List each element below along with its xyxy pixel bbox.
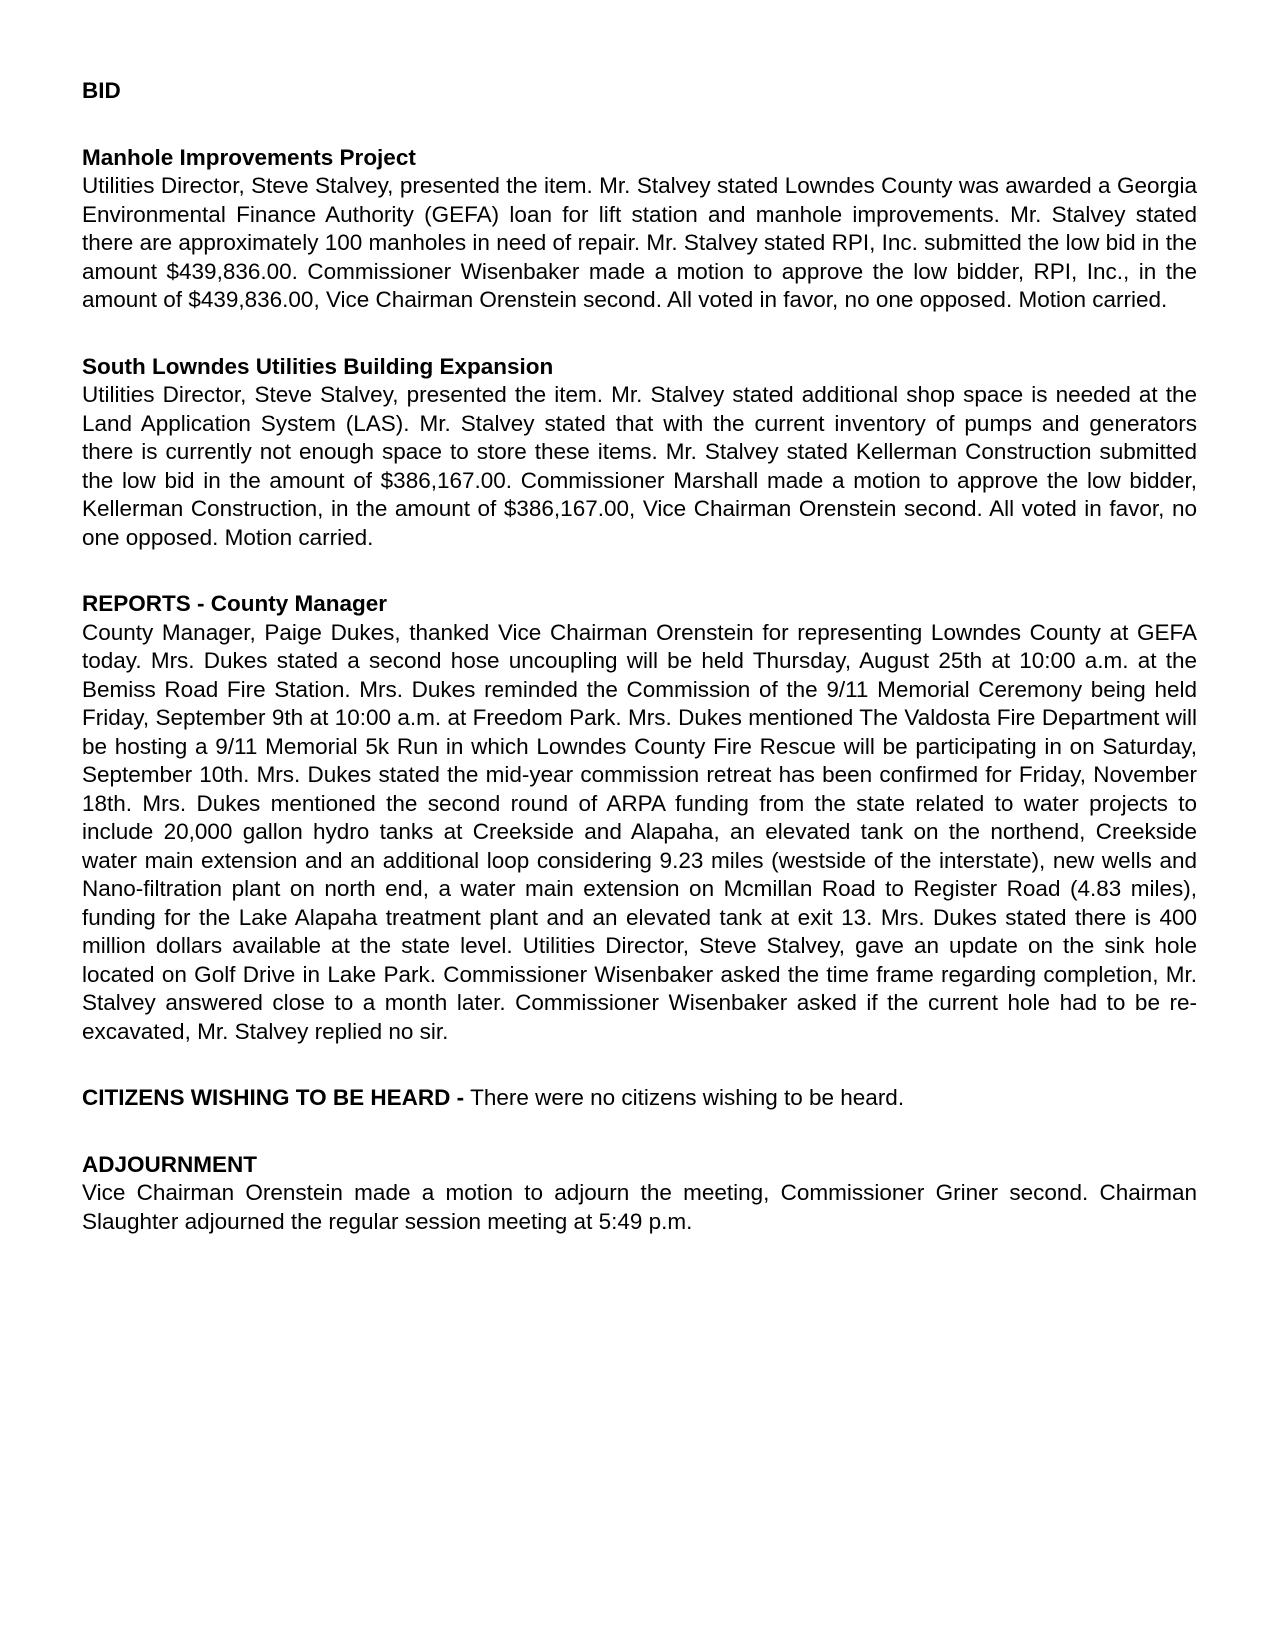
section-heading-manhole-improvements: Manhole Improvements Project [82,144,416,170]
section-south-lowndes-expansion [82,353,1197,553]
section-reports-county-manager [82,590,1197,1046]
section-citizens-wishing-to-be-heard [82,1084,1197,1113]
section-body-adjournment: Vice Chairman Orenstein made a motion to adjourn the meeting, Commissioner Griner second. Chairman Slaughter adjourned the regular session meeting at 5:49 p.m. [82,1180,1197,1234]
section-body-manhole-improvements: Utilities Director, Steve Stalvey, presented the item. Mr. Stalvey stated Lowndes County was awarded a Georgia Environmental Finance Authority (GEFA) loan for lift station and manhole improvements. Mr. Stalvey stated there are approximately 100 manholes in need of repair. Mr. Stalvey stated RPI, Inc. submitted the low bid in the amount $439,836.00. Commissioner Wisenbaker made a motion to approve the low bidder, RPI, Inc., in the amount of $439,836.00, Vice Chairman Orenstein second. All voted in favor, no one opposed. Motion carried. [82,173,1197,312]
section-heading-reports-county-manager: REPORTS - County Manager [82,591,388,616]
section-heading-adjournment: ADJOURNMENT [82,1151,258,1177]
section-heading-citizens-wishing-to-be-heard: CITIZENS WISHING TO BE HEARD - [82,1085,465,1110]
section-heading-south-lowndes-expansion: South Lowndes Utilities Building Expansion [82,353,554,379]
section-body-south-lowndes-expansion: Utilities Director, Steve Stalvey, presented the item. Mr. Stalvey stated additional shop space is needed at the Land Application System (LAS). Mr. Stalvey stated that with the current inventory of pumps and generators there is currently not enough space to store these items. Mr. Stalvey stated Kellerman Construction submitted the low bid in the amount of $386,167.00. Commissioner Marshall made a motion to approve the low bidder, Kellerman Construction, in the amount of $386,167.00, Vice Chairman Orenstein second. All voted in favor, no one opposed. Motion carried. [82,382,1197,550]
section-line-citizens [82,1084,1197,1113]
section-body-citizens-wishing-to-be-heard: There were no citizens wishing to be heard. [470,1085,905,1110]
section-manhole-improvements [82,144,1197,315]
section-adjournment [82,1151,1197,1237]
section-body-reports-county-manager: County Manager, Paige Dukes, thanked Vice Chairman Orenstein for representing Lowndes County at GEFA today. Mrs. Dukes stated a second hose uncoupling will be held Thursday, August 25th at 10:00 a.m. at the Bemiss Road Fire Station. Mrs. Dukes reminded the Commission of the 9/11 Memorial Ceremony being held Friday, September 9th at 10:00 a.m. at Freedom Park. Mrs. Dukes mentioned The Valdosta Fire Department will be hosting a 9/11 Memorial 5k Run in which Lowndes County Fire Rescue will be participating in on Saturday, September 10th. Mrs. Dukes stated the mid-year commission retreat has been confirmed for Friday, November 18th. Mrs. Dukes mentioned the second round of ARPA funding from the state related to water projects to include 20,000 gallon hydro tanks at Creekside and Alapaha, an elevated tank on the northend, Creekside water main extension and an additional loop considering 9.23 miles (westside of the interstate), new wells and Nano-filtration plant on north end, a water main extension on Mcmillan Road to Register Road (4.83 miles), funding for the Lake Alapaha treatment plant and an elevated tank at exit 13. Mrs. Dukes stated there is 400 million dollars available at the state level. Utilities Director, Steve Stalvey, gave an update on the sink hole located on Golf Drive in Lake Park. Commissioner Wisenbaker asked the time frame regarding completion, Mr. Stalvey answered close to a month later. Commissioner Wisenbaker asked if the current hole had to be re-excavated, Mr. Stalvey replied no sir. [82,619,1197,1044]
category-heading: BID [82,78,121,103]
